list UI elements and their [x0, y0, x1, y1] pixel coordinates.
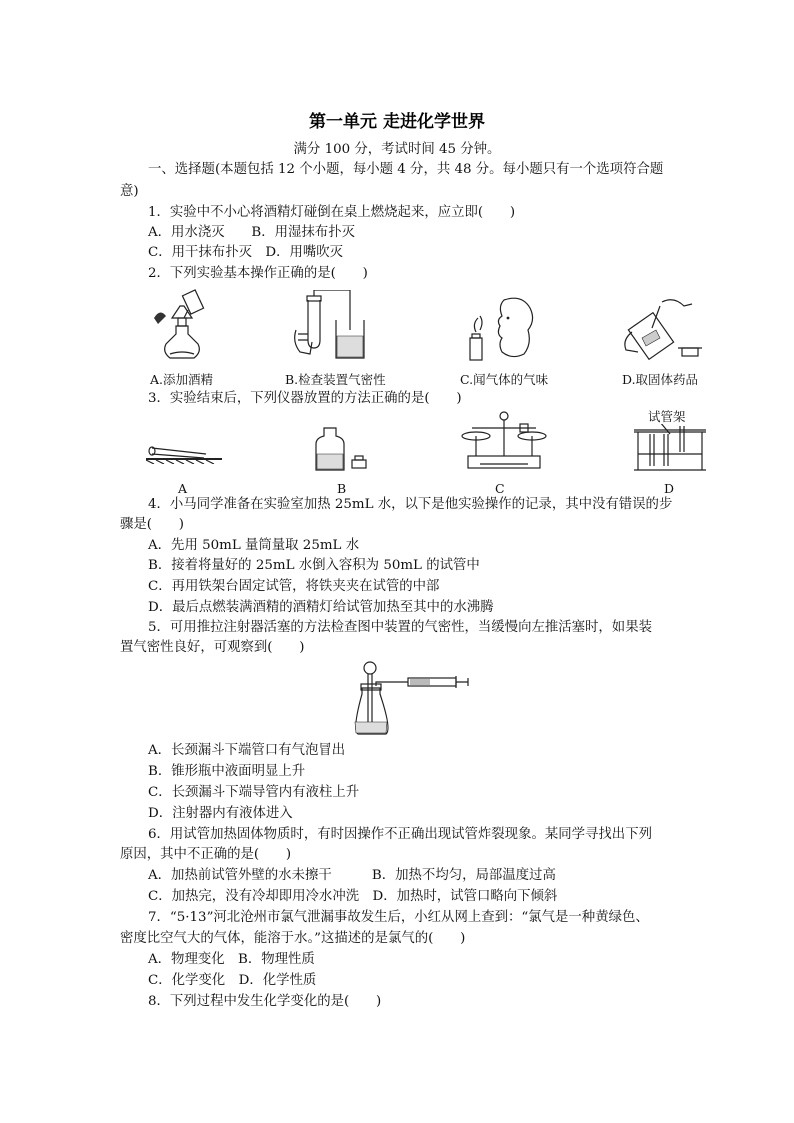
q6-stem-cont: 原因，其中不正确的是( )	[120, 847, 292, 862]
q5-option-c: C．长颈漏斗下端导管内有液柱上升	[148, 785, 360, 800]
q3-stem: 3．实验结束后，下列仪器放置的方法正确的是( )	[148, 391, 462, 406]
q3-figure-c-balance	[458, 406, 550, 472]
q4-option-d: D．最后点燃装满酒精的酒精灯给试管加热至其中的水沸腾	[148, 600, 494, 615]
q6-options-ab: A．加热前试管外壁的水未擦干 B．加热不均匀，局部温度过高	[148, 868, 556, 883]
q5-figure-airtightness-apparatus	[346, 660, 470, 738]
q7-stem-cont: 密度比空气大的气体，能溶于水。”这描述的是氯气的( )	[120, 931, 466, 946]
q4-option-a: A．先用 50mL 量筒量取 25mL 水	[148, 538, 360, 553]
q7-stem: 7．“5·13”河北沧州市氯气泄漏事故发生后，小红从网上查到：“氯气是一种黄绿色、	[148, 910, 649, 925]
exam-info: 满分 100 分，考试时间 45 分钟。	[293, 142, 501, 157]
section-heading: 一、选择题(本题包括 12 个小题，每小题 4 分，共 48 分。每小题只有一个选项符合题	[148, 162, 664, 177]
q5-option-a: A．长颈漏斗下端管口有气泡冒出	[148, 743, 346, 758]
q2-caption-c: C.闻气体的气味	[460, 372, 549, 387]
q3-figure-a-tube-on-table	[146, 434, 222, 464]
q2-figure-c-smelling-gas	[462, 294, 542, 366]
q1-options-cd: C．用干抹布扑灭 D．用嘴吹灭	[148, 245, 344, 260]
q5-stem-cont: 置气密性良好，可观察到( )	[120, 640, 305, 655]
q4-stem: 4．小马同学准备在实验室加热 25mL 水，以下是他实验操作的记录，其中没有错误的步	[148, 497, 673, 512]
q6-options-cd: C．加热完，没有冷却即用冷水冲洗 D．加热时，试管口略向下倾斜	[148, 889, 558, 904]
q1-stem: 1．实验中不小心将酒精灯碰倒在桌上燃烧起来，应立即( )	[148, 205, 516, 220]
q3-caption-c: C	[495, 481, 505, 496]
q2-figure-b-airtightness-check	[288, 290, 378, 366]
q8-stem: 8．下列过程中发生化学变化的是( )	[148, 994, 382, 1009]
q3-rack-label: 试管架	[648, 409, 686, 424]
q2-caption-b: B.检查装置气密性	[285, 372, 386, 387]
q1-options-ab: A．用水浇灭 B．用湿抹布扑灭	[148, 225, 355, 240]
q2-caption-a: A.添加酒精	[150, 372, 214, 387]
q2-caption-d: D.取固体药品	[622, 372, 699, 387]
q2-stem: 2．下列实验基本操作正确的是( )	[148, 266, 368, 281]
q5-option-d: D．注射器内有液体进入	[148, 806, 293, 821]
q3-figure-d-test-tube-rack	[630, 424, 710, 472]
q6-stem: 6．用试管加热固体物质时，有时因操作不正确出现试管炸裂现象。某同学寻找出下列	[148, 827, 652, 842]
q3-caption-a: A	[178, 481, 188, 496]
q7-options-cd: C．化学变化 D．化学性质	[148, 973, 317, 988]
section-heading-cont: 意)	[120, 184, 139, 199]
q4-option-c: C．再用铁架台固定试管，将铁夹夹在试管的中部	[148, 579, 440, 594]
q3-caption-b: B	[337, 481, 347, 496]
q5-option-b: B．锥形瓶中液面明显上升	[148, 764, 306, 779]
q2-figure-a-adding-alcohol	[140, 288, 240, 366]
q3-figure-b-open-bottle	[312, 424, 372, 472]
q4-option-b: B．接着将量好的 25mL 水倒入容积为 50mL 的试管中	[148, 558, 480, 573]
q5-stem: 5．可用推拉注射器活塞的方法检查图中装置的气密性，当缓慢向左推活塞时，如果装	[148, 620, 652, 635]
q7-options-ab: A．物理变化 B．物理性质	[148, 952, 315, 967]
q4-stem-cont: 骤是( )	[120, 517, 185, 532]
q3-caption-d: D	[664, 481, 675, 496]
q2-figure-d-taking-solid	[612, 292, 708, 366]
page-title: 第一单元 走进化学世界	[309, 112, 485, 132]
